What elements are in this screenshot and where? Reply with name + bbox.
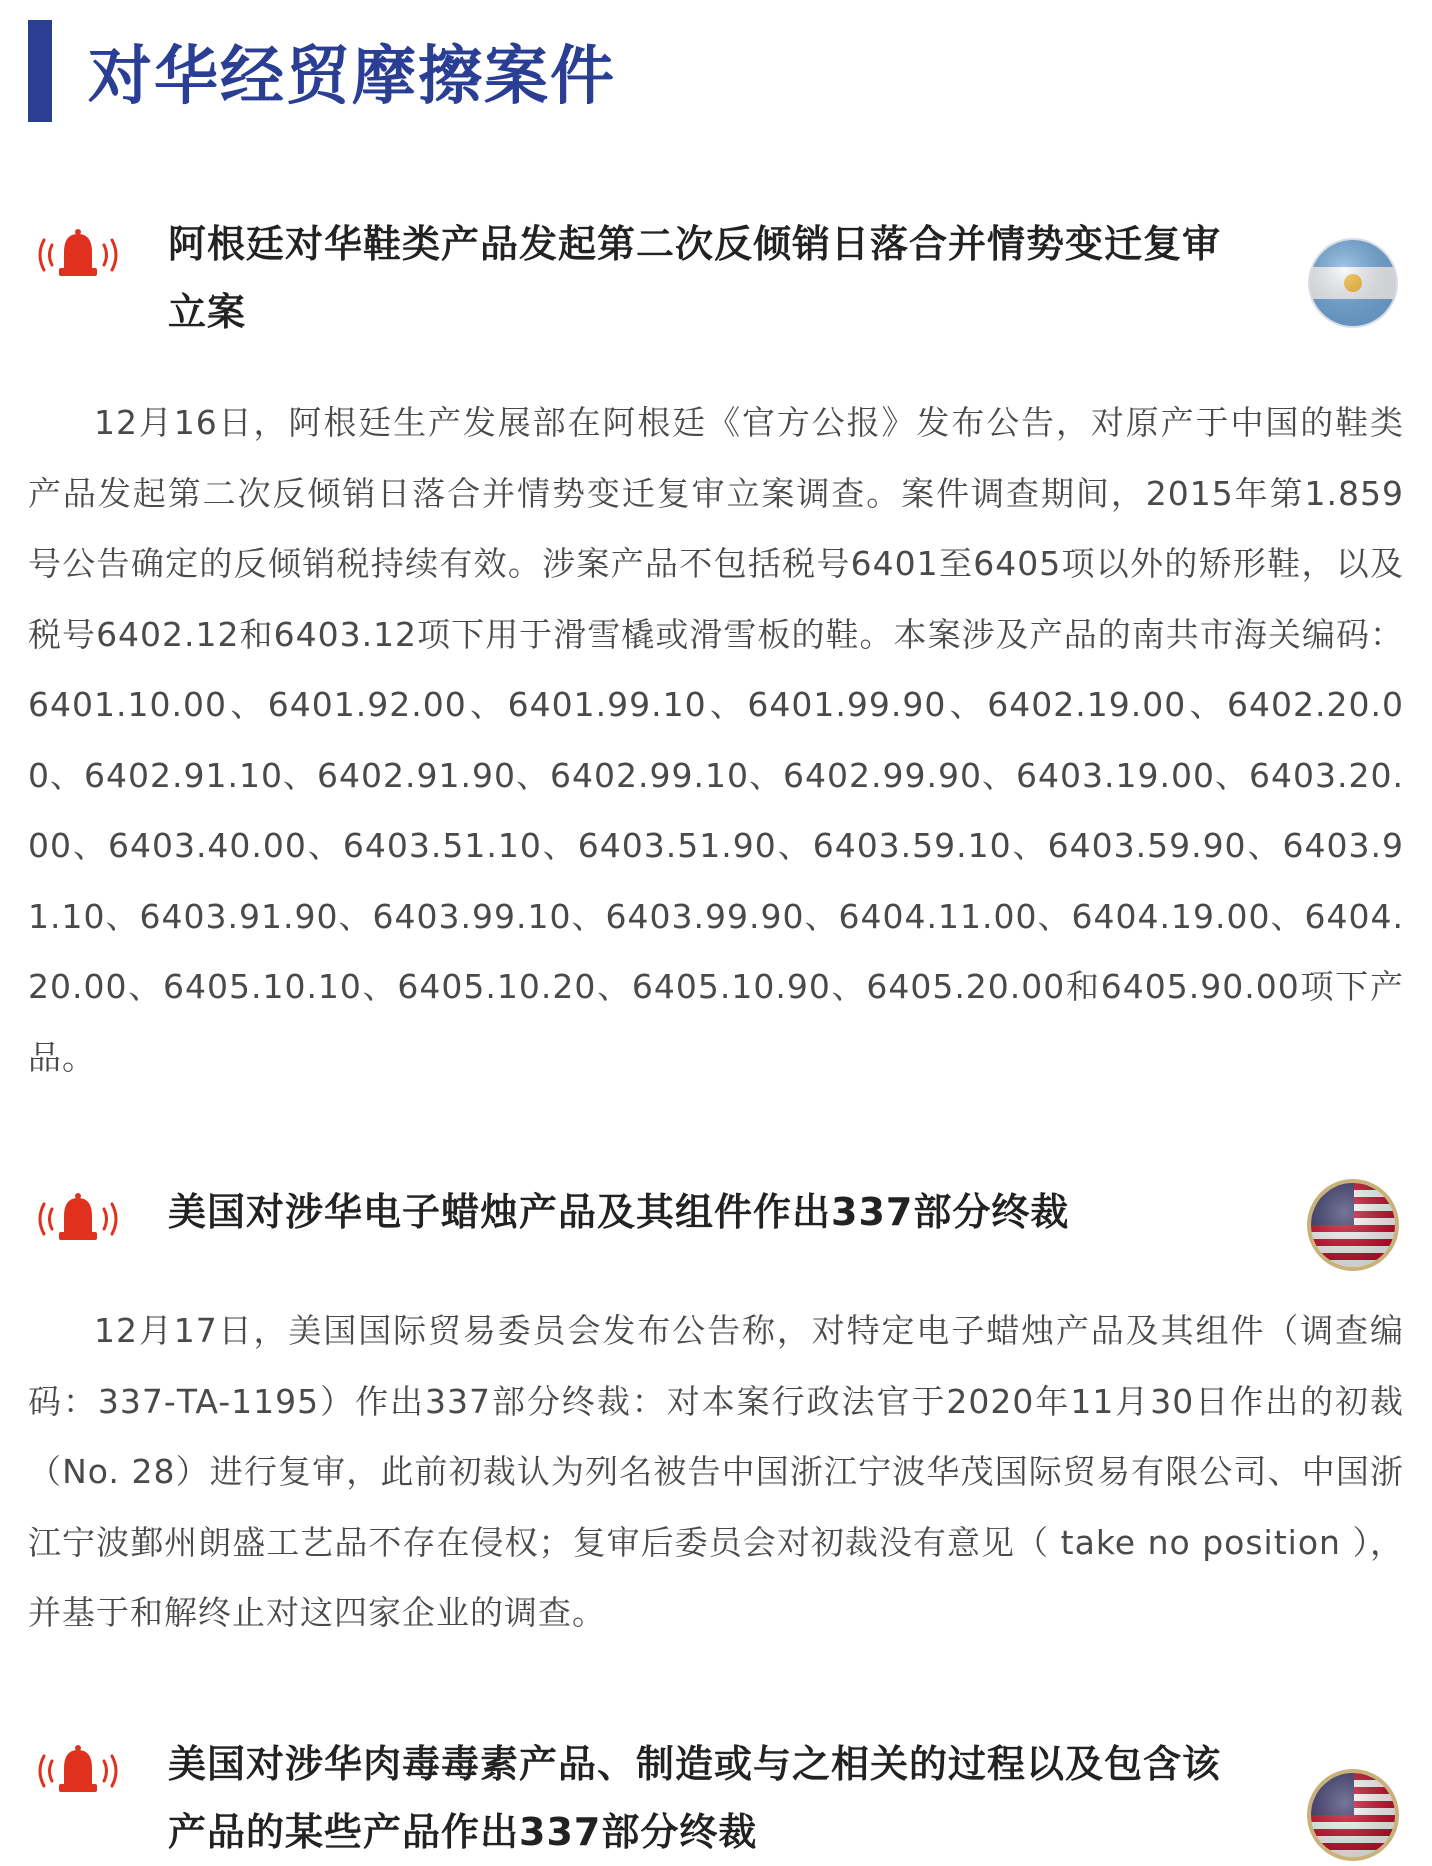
alarm-bell-icon: [30, 1190, 126, 1248]
section-header: [28, 20, 616, 122]
case-body: 12月16日，阿根廷生产发展部在阿根廷《官方公报》发布公告，对原产于中国的鞋类产品发起第二次反倾销日落合并情势变迁复审立案调查。案件调查期间，2015年第1.859号公告确定的反倾销税持续有效。涉案产品不包括税号6401至6405项以外的矫形鞋，以及税号6402.12和6403.12项下用于滑雪橇或滑雪板的鞋。本案涉及产品的南共市海关编码：6401.10.00、6401.92.00、6401.99.10、6401.99.90、6402.19.00、6402.20.00、6402.91.10、6402.91.90、6402.99.10、6402.99.90、6403.19.00、6403.20.00、6403.40.00、6403.51.10、6403.51.90、6403.59.10、6403.59.90、6403.91.10、6403.91.90、6403.99.10、6403.99.90、6404.11.00、6404.19.00、6404.20.00、6405.10.10、6405.10.20、6405.10.90、6405.20.00和6405.90.00项下产品。: [28, 403, 1404, 1077]
argentina-flag-icon: [1306, 236, 1400, 330]
usa-flag-icon: [1306, 1768, 1400, 1862]
section-title: 对华经贸摩擦案件: [88, 40, 616, 114]
alarm-bell-icon: [30, 226, 126, 284]
alarm-bell-icon: [30, 1742, 126, 1800]
usa-flag-icon: [1306, 1178, 1400, 1272]
case-body: 12月17日，美国国际贸易委员会发布公告称，对特定电子蜡烛产品及其组件（调查编码：337-TA-1195）作出337部分终裁：对本案行政法官于2020年11月30日作出的初裁（No. 28）进行复审，此前初裁认为列名被告中国浙江宁波华茂国际贸易有限公司、中国浙江宁波鄞州朗盛工艺品不存在侵权；复审后委员会对初裁没有意见（ take no position ），并基于和解终止对这四家企业的调查。: [28, 1311, 1404, 1632]
case-title: 美国对涉华电子蜡烛产品及其组件作出337部分终裁: [168, 1190, 1070, 1234]
section-accent-bar: [28, 20, 52, 122]
case-title: 美国对涉华肉毒毒素产品、制造或与之相关的过程以及包含该产品的某些产品作出337部分终裁: [168, 1742, 1222, 1854]
case-title: 阿根廷对华鞋类产品发起第二次反倾销日落合并情势变迁复审立案: [168, 222, 1222, 334]
